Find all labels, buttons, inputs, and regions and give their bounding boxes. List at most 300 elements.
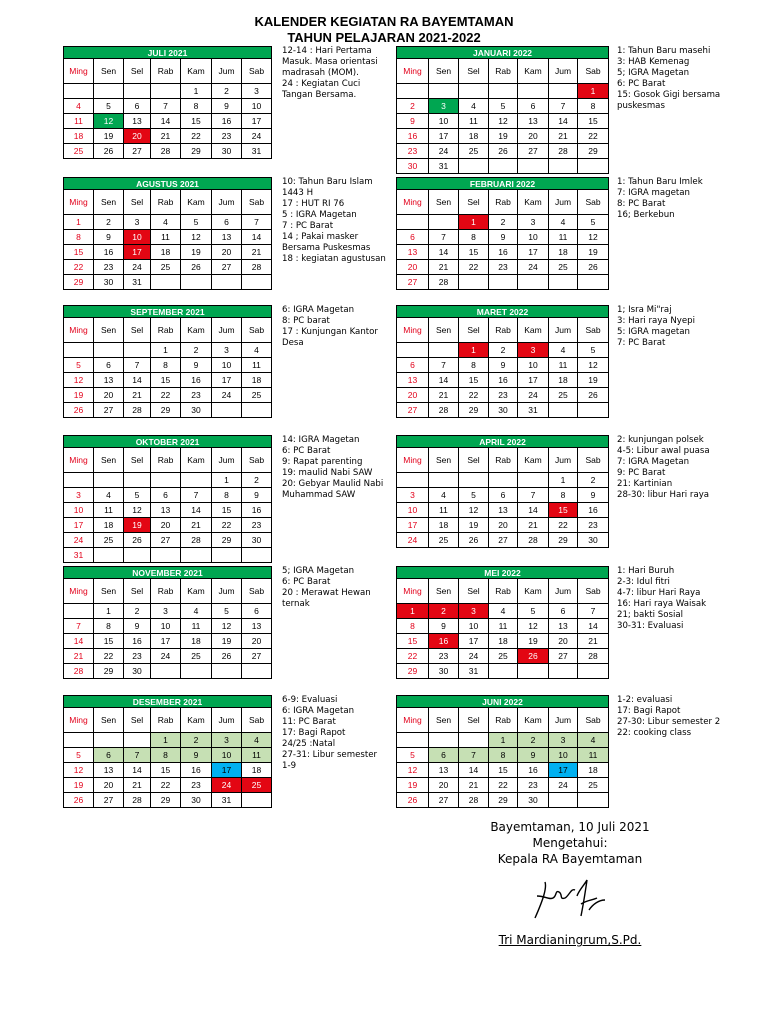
day-cell: 21: [242, 245, 272, 260]
day-cell: 1: [151, 733, 181, 748]
day-cell: 26: [212, 649, 242, 664]
day-cell: [181, 473, 212, 488]
day-cell: 26: [64, 793, 94, 808]
day-cell: 10: [212, 748, 242, 763]
day-cell: [489, 473, 518, 488]
day-cell: 16: [94, 245, 124, 260]
day-cell: 11: [242, 358, 272, 373]
month-table: [396, 46, 609, 174]
day-cell: 13: [549, 619, 578, 634]
day-cell: 10: [64, 503, 94, 518]
day-cell: 31: [459, 664, 489, 679]
weekday-label: Kam: [181, 579, 212, 604]
day-cell: 26: [489, 144, 518, 159]
weekday-label: Jum: [212, 579, 242, 604]
day-cell: 11: [549, 358, 578, 373]
day-cell: 21: [64, 649, 94, 664]
weekday-label: Sen: [429, 59, 459, 84]
day-cell: 26: [124, 533, 151, 548]
day-cell: [181, 548, 212, 563]
day-cell: 11: [242, 748, 272, 763]
day-cell: 27: [151, 533, 181, 548]
day-cell: 24: [212, 778, 242, 793]
note-line: 21: Kartinian: [617, 479, 673, 489]
day-cell: [242, 793, 272, 808]
day-cell: 19: [212, 634, 242, 649]
day-cell: 12: [397, 763, 429, 778]
day-cell: [397, 215, 429, 230]
day-cell: [578, 403, 609, 418]
day-cell: 24: [549, 778, 578, 793]
weekday-label: Jum: [212, 708, 242, 733]
weekday-label: Ming: [64, 579, 94, 604]
day-cell: 10: [242, 99, 272, 114]
day-cell: 17: [518, 245, 549, 260]
weekday-label: Rab: [151, 190, 181, 215]
day-cell: 4: [181, 604, 212, 619]
day-cell: 11: [151, 230, 181, 245]
day-cell: 4: [242, 733, 272, 748]
weekday-label: Sen: [429, 579, 459, 604]
day-cell: 10: [549, 748, 578, 763]
note-line: 1-9: [282, 761, 297, 771]
month-notes: [617, 305, 695, 349]
day-cell: 4: [151, 215, 181, 230]
day-cell: 13: [429, 763, 459, 778]
day-cell: [489, 159, 518, 174]
month-header: DESEMBER 2021: [64, 696, 272, 708]
note-line: 4-5: Libur awal puasa: [617, 446, 710, 456]
day-cell: 12: [64, 763, 94, 778]
day-cell: 25: [549, 260, 578, 275]
weekday-label: Sen: [429, 190, 459, 215]
weekday-label: Jum: [212, 448, 242, 473]
day-cell: 5: [397, 748, 429, 763]
day-cell: [151, 84, 181, 99]
month-notes: [282, 177, 386, 265]
day-cell: 4: [459, 99, 489, 114]
day-cell: 28: [64, 664, 94, 679]
day-cell: [489, 664, 518, 679]
day-cell: 19: [489, 129, 518, 144]
day-cell: 28: [151, 144, 181, 159]
note-line: 20 : Merawat Hewan: [282, 588, 371, 598]
note-line: 6: IGRA Magetan: [282, 706, 355, 716]
day-cell: 16: [181, 763, 212, 778]
note-line: 27-30: Libur semester 2: [617, 717, 721, 727]
day-cell: 19: [64, 388, 94, 403]
day-cell: 30: [489, 403, 518, 418]
weekday-label: Kam: [181, 190, 212, 215]
day-cell: 6: [212, 215, 242, 230]
day-cell: 21: [124, 388, 151, 403]
day-cell: 19: [518, 634, 549, 649]
note-line: 9: Rapat parenting: [282, 457, 363, 467]
day-cell: 4: [64, 99, 94, 114]
day-cell: [549, 275, 578, 290]
day-cell: 9: [489, 230, 518, 245]
weekday-label: Sel: [124, 318, 151, 343]
day-cell: 15: [212, 503, 242, 518]
day-cell: 5: [578, 215, 609, 230]
day-cell: 8: [151, 358, 181, 373]
day-cell: 3: [518, 215, 549, 230]
note-line: 15: Gosok Gigi bersama: [617, 90, 721, 100]
month-table: [396, 435, 609, 548]
note-line: puskesmas: [617, 101, 665, 111]
weekday-label: Kam: [181, 708, 212, 733]
day-cell: 6: [549, 604, 578, 619]
weekday-label: Sab: [578, 190, 609, 215]
day-cell: 11: [64, 114, 94, 129]
day-cell: 23: [181, 778, 212, 793]
day-cell: 20: [397, 388, 429, 403]
day-cell: 22: [94, 649, 124, 664]
day-cell: 18: [549, 245, 578, 260]
weekday-label: Rab: [151, 708, 181, 733]
day-cell: [459, 473, 489, 488]
day-cell: 25: [429, 533, 459, 548]
weekday-label: Sel: [124, 190, 151, 215]
day-cell: [242, 664, 272, 679]
month-notes: [617, 566, 706, 632]
weekday-label: Sab: [242, 579, 272, 604]
day-cell: 31: [518, 403, 549, 418]
month-table: [63, 305, 272, 418]
day-cell: 25: [64, 144, 94, 159]
day-cell: 21: [459, 778, 489, 793]
note-line: 3: Hari raya Nyepi: [617, 316, 696, 326]
weekday-label: Jum: [212, 190, 242, 215]
note-line: 2: kunjungan polsek: [617, 435, 704, 445]
day-cell: 23: [578, 518, 609, 533]
day-cell: 16: [518, 763, 549, 778]
day-cell: 15: [94, 634, 124, 649]
weekday-label: Sel: [124, 579, 151, 604]
weekday-label: Kam: [181, 59, 212, 84]
day-cell: 29: [459, 403, 489, 418]
weekday-label: Sel: [459, 708, 489, 733]
day-cell: 26: [64, 403, 94, 418]
day-cell: 18: [242, 373, 272, 388]
day-cell: 21: [151, 129, 181, 144]
day-cell: 6: [397, 358, 429, 373]
weekday-label: Ming: [397, 190, 429, 215]
day-cell: 17: [397, 518, 429, 533]
day-cell: 8: [459, 358, 489, 373]
day-cell: 5: [64, 358, 94, 373]
day-cell: 15: [459, 245, 489, 260]
day-cell: [429, 215, 459, 230]
day-cell: 28: [549, 144, 578, 159]
weekday-label: Sab: [578, 708, 609, 733]
day-cell: 17: [549, 763, 578, 778]
weekday-label: Sab: [242, 708, 272, 733]
day-cell: 29: [397, 664, 429, 679]
weekday-label: Kam: [518, 59, 549, 84]
note-line: ternak: [282, 599, 310, 609]
day-cell: 10: [212, 358, 242, 373]
day-cell: [549, 403, 578, 418]
weekday-label: Kam: [518, 448, 549, 473]
day-cell: 5: [459, 488, 489, 503]
day-cell: 5: [578, 343, 609, 358]
day-cell: [151, 548, 181, 563]
day-cell: 7: [549, 99, 578, 114]
day-cell: 12: [578, 358, 609, 373]
day-cell: 14: [151, 114, 181, 129]
day-cell: 28: [242, 260, 272, 275]
day-cell: [124, 548, 151, 563]
day-cell: 7: [181, 488, 212, 503]
day-cell: 15: [181, 114, 212, 129]
day-cell: 29: [181, 144, 212, 159]
day-cell: 30: [124, 664, 151, 679]
day-cell: [397, 733, 429, 748]
note-line: 17: Bagi Rapot: [282, 728, 346, 738]
month-table: [396, 695, 609, 808]
day-cell: [151, 275, 181, 290]
day-cell: 28: [124, 793, 151, 808]
day-cell: 20: [124, 129, 151, 144]
day-cell: 26: [94, 144, 124, 159]
weekday-label: Kam: [518, 190, 549, 215]
day-cell: 1: [151, 343, 181, 358]
day-cell: 4: [578, 733, 609, 748]
day-cell: 7: [151, 99, 181, 114]
day-cell: [518, 664, 549, 679]
day-cell: 31: [212, 793, 242, 808]
day-cell: 15: [151, 373, 181, 388]
day-cell: 1: [459, 215, 489, 230]
weekday-label: Ming: [64, 318, 94, 343]
day-cell: 8: [181, 99, 212, 114]
day-cell: 25: [578, 778, 609, 793]
note-line: 7: IGRA magetan: [617, 188, 690, 198]
day-cell: [242, 548, 272, 563]
day-cell: [181, 275, 212, 290]
weekday-label: Jum: [212, 318, 242, 343]
day-cell: 3: [397, 488, 429, 503]
day-cell: 23: [181, 388, 212, 403]
day-cell: 14: [124, 373, 151, 388]
day-cell: 22: [489, 778, 518, 793]
day-cell: 10: [429, 114, 459, 129]
day-cell: 31: [429, 159, 459, 174]
day-cell: 30: [242, 533, 272, 548]
day-cell: 1: [94, 604, 124, 619]
weekday-label: Kam: [518, 318, 549, 343]
weekday-label: Rab: [151, 448, 181, 473]
day-cell: 29: [64, 275, 94, 290]
day-cell: 8: [151, 748, 181, 763]
day-cell: 11: [181, 619, 212, 634]
day-cell: 1: [489, 733, 518, 748]
day-cell: 4: [549, 343, 578, 358]
note-line: 28-30: libur Hari raya: [617, 490, 710, 500]
day-cell: 20: [242, 634, 272, 649]
day-cell: 28: [124, 403, 151, 418]
day-cell: 8: [64, 230, 94, 245]
day-cell: 2: [578, 473, 609, 488]
month-header: MEI 2022: [397, 567, 609, 579]
weekday-label: Ming: [397, 579, 429, 604]
day-cell: 9: [578, 488, 609, 503]
day-cell: [212, 548, 242, 563]
day-cell: 19: [94, 129, 124, 144]
weekday-label: Jum: [212, 59, 242, 84]
month-header: APRIL 2022: [397, 436, 609, 448]
day-cell: 27: [94, 403, 124, 418]
day-cell: 26: [459, 533, 489, 548]
day-cell: 1: [181, 84, 212, 99]
note-line: 6: PC Barat: [282, 446, 331, 456]
day-cell: 24: [518, 260, 549, 275]
day-cell: 12: [459, 503, 489, 518]
day-cell: 18: [489, 634, 518, 649]
day-cell: 13: [124, 114, 151, 129]
note-line: Tangan Bersama.: [282, 90, 357, 100]
weekday-label: Ming: [64, 448, 94, 473]
day-cell: 13: [397, 373, 429, 388]
day-cell: 23: [489, 260, 518, 275]
month-header: AGUSTUS 2021: [64, 178, 272, 190]
day-cell: 18: [181, 634, 212, 649]
day-cell: 29: [549, 533, 578, 548]
day-cell: 12: [518, 619, 549, 634]
day-cell: 3: [549, 733, 578, 748]
note-line: 1: Hari Buruh: [617, 566, 675, 576]
day-cell: 24: [459, 649, 489, 664]
day-cell: 20: [518, 129, 549, 144]
month-notes: [282, 435, 383, 501]
day-cell: 14: [64, 634, 94, 649]
weekday-label: Sen: [94, 708, 124, 733]
month-table: [63, 177, 272, 290]
day-cell: 13: [212, 230, 242, 245]
day-cell: [64, 473, 94, 488]
weekday-label: Sab: [242, 59, 272, 84]
day-cell: 20: [94, 778, 124, 793]
day-cell: 27: [212, 260, 242, 275]
day-cell: 27: [518, 144, 549, 159]
day-cell: 14: [124, 763, 151, 778]
day-cell: [489, 84, 518, 99]
day-cell: 29: [578, 144, 609, 159]
note-line: 5: IGRA magetan: [617, 327, 690, 337]
day-cell: 2: [181, 733, 212, 748]
day-cell: 27: [489, 533, 518, 548]
weekday-label: Sab: [578, 59, 609, 84]
day-cell: 24: [124, 260, 151, 275]
month-notes: [617, 695, 720, 739]
note-line: 1: Tahun Baru Imlek: [617, 177, 703, 187]
day-cell: 28: [429, 403, 459, 418]
weekday-label: Rab: [489, 448, 518, 473]
note-line: 18 : kegiatan agustusan: [282, 254, 386, 264]
day-cell: 8: [212, 488, 242, 503]
note-line: 3: HAB Kemenag: [617, 57, 690, 67]
day-cell: 2: [94, 215, 124, 230]
day-cell: [518, 473, 549, 488]
day-cell: 18: [242, 763, 272, 778]
day-cell: 8: [459, 230, 489, 245]
day-cell: 6: [94, 358, 124, 373]
day-cell: 11: [489, 619, 518, 634]
day-cell: 9: [212, 99, 242, 114]
day-cell: 5: [518, 604, 549, 619]
day-cell: 28: [518, 533, 549, 548]
day-cell: [518, 84, 549, 99]
day-cell: 15: [459, 373, 489, 388]
weekday-label: Sab: [578, 448, 609, 473]
day-cell: 31: [64, 548, 94, 563]
day-cell: [94, 343, 124, 358]
day-cell: [459, 275, 489, 290]
day-cell: 30: [397, 159, 429, 174]
month-table: [396, 177, 609, 290]
day-cell: [124, 343, 151, 358]
note-line: 9: PC Barat: [617, 468, 666, 478]
day-cell: [429, 84, 459, 99]
day-cell: 12: [94, 114, 124, 129]
day-cell: 13: [242, 619, 272, 634]
weekday-label: Sen: [94, 190, 124, 215]
weekday-label: Jum: [549, 708, 578, 733]
note-line: 16: Hari raya Waisak: [617, 599, 707, 609]
weekday-label: Ming: [397, 708, 429, 733]
day-cell: 3: [64, 488, 94, 503]
note-line: 14 ; Pakai masker: [282, 232, 359, 242]
day-cell: 21: [429, 260, 459, 275]
day-cell: 11: [459, 114, 489, 129]
day-cell: 1: [397, 604, 429, 619]
day-cell: 13: [518, 114, 549, 129]
day-cell: 11: [429, 503, 459, 518]
day-cell: [578, 275, 609, 290]
day-cell: 17: [64, 518, 94, 533]
day-cell: 30: [212, 144, 242, 159]
day-cell: 6: [489, 488, 518, 503]
day-cell: 27: [549, 649, 578, 664]
day-cell: 14: [429, 245, 459, 260]
day-cell: [212, 664, 242, 679]
note-line: 5; IGRA Magetan: [282, 566, 355, 576]
day-cell: 23: [124, 649, 151, 664]
weekday-label: Sel: [459, 448, 489, 473]
day-cell: 13: [94, 763, 124, 778]
day-cell: [397, 473, 429, 488]
note-line: 1: Tahun Baru masehi: [617, 46, 711, 56]
weekday-label: Rab: [489, 318, 518, 343]
day-cell: 11: [549, 230, 578, 245]
day-cell: 29: [151, 403, 181, 418]
day-cell: 24: [212, 388, 242, 403]
note-line: 6-9: Evaluasi: [282, 695, 338, 705]
month-header: MARET 2022: [397, 306, 609, 318]
day-cell: 10: [124, 230, 151, 245]
signature-block: [470, 820, 670, 947]
note-line: 1; Isra Mi"raj: [617, 305, 672, 315]
weekday-label: Ming: [397, 448, 429, 473]
day-cell: 1: [549, 473, 578, 488]
weekday-label: Kam: [518, 708, 549, 733]
day-cell: 11: [578, 748, 609, 763]
day-cell: 7: [124, 748, 151, 763]
day-cell: 12: [124, 503, 151, 518]
day-cell: 15: [549, 503, 578, 518]
weekday-label: Sel: [459, 318, 489, 343]
